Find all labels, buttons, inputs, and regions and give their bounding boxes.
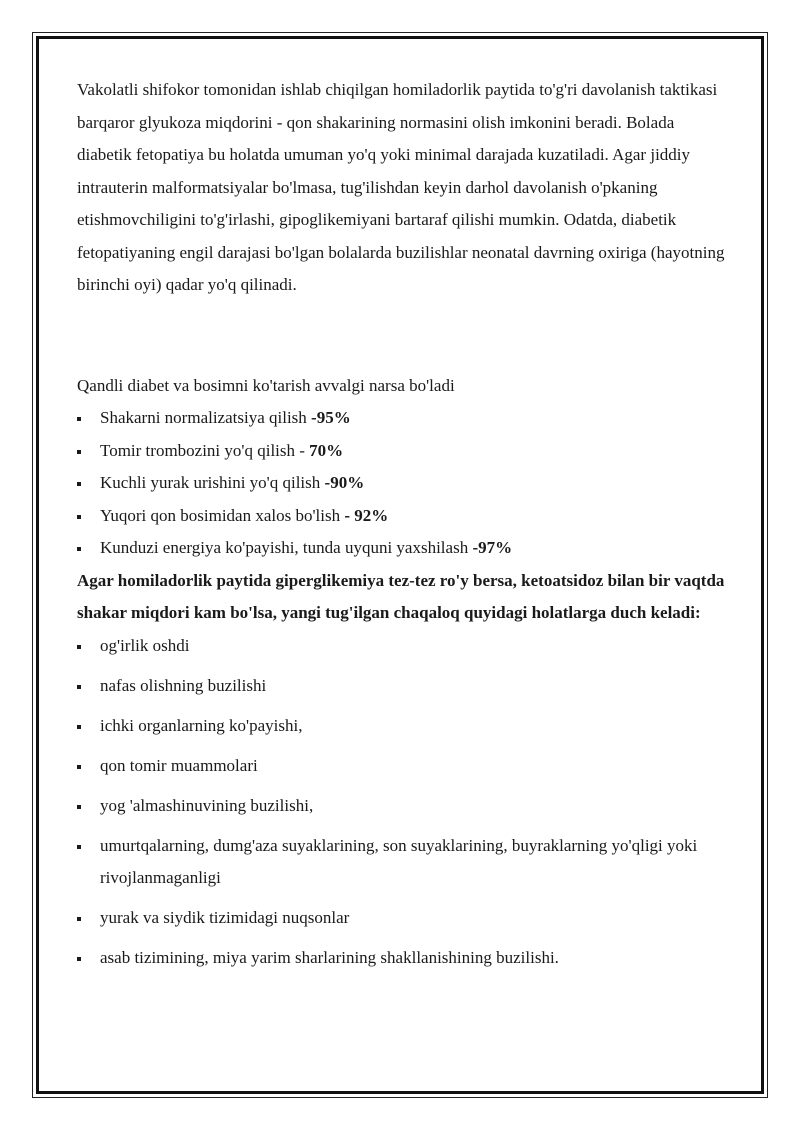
list-item: qon tomir muammolari [77,750,727,783]
bold-paragraph: Agar homiladorlik paytida giperglikemiya tez-tez ro'y bersa, ketoatsidoz bilan bir vaqtda shakar miqdori kam bo'lsa, yangi tug'ilgan chaqaloq quyidagi holatlarga duch keladi: [77,570,725,622]
list-item [77,500,727,533]
stat-text: Kuchli yurak urishini yo'q qilish [100,473,325,492]
stat-value: 70% [309,440,344,460]
list-item: nafas olishning buzilishi [77,670,727,703]
stat-value: -97% [472,538,513,557]
stats-list [77,402,727,565]
section-spacer [77,302,727,370]
list-item: yog 'almashinuvining buzilishi, [77,790,727,823]
intro-paragraph: Vakolatli shifokor tomonidan ishlab chiqilgan homiladorlik paytida to'g'ri davolanish taktikasi barqaror glyukoza miqdorini - qon shakarining normasini olish imkonini beradi. Bolada diabetik fetopatiya bu holatda umuman yo'q yoki minimal darajada kuzatiladi. Agar jiddiy intrauterin malformatsiyalar bo'lmasa, tug'ilishdan keyin darhol davolanish o'pkaning etishmovchiligini to'g'irlashi, gipoglikemiyani bartaraf qilishi mumkin. Odatda, diabetik fetopatiyaning engil darajasi bo'lgan bolalarda buzilishlar neonatal davrning oxiriga (hayotning birinchi oyi) qadar yo'q qilinadi. [77,80,725,294]
list-item: umurtqalarning, dumg'aza suyaklarining, son suyaklarining, buyraklarning yo'qligi yoki rivojlanmaganligi [77,830,727,895]
section-heading: Qandli diabet va bosimni ko'tarish avvalgi narsa bo'ladi [77,375,455,395]
list-item: ichki organlarning ko'payishi, [77,710,727,743]
conditions-list [77,630,727,975]
stat-value: -95% [311,408,351,427]
stat-text: Kunduzi energiya ko'payishi, tunda uyquni yaxshilash [100,538,473,557]
stat-value: - 92% [344,505,389,525]
list-item [77,402,727,435]
stat-value: -90% [324,473,365,492]
list-item: yurak va siydik tizimidagi nuqsonlar [77,902,727,935]
stat-text: Shakarni normalizatsiya qilish [100,408,312,427]
list-item [77,435,727,468]
stat-text: Tomir trombozini yo'q qilish - [100,440,310,460]
stat-text: Yuqori qon bosimidan xalos bo'lish [100,505,345,525]
list-item: asab tizimining, miya yarim sharlarining shakllanishining buzilishi. [77,942,727,975]
document-body [77,74,727,982]
list-item [77,467,727,500]
list-item [77,532,727,565]
list-item: og'irlik oshdi [77,630,727,663]
